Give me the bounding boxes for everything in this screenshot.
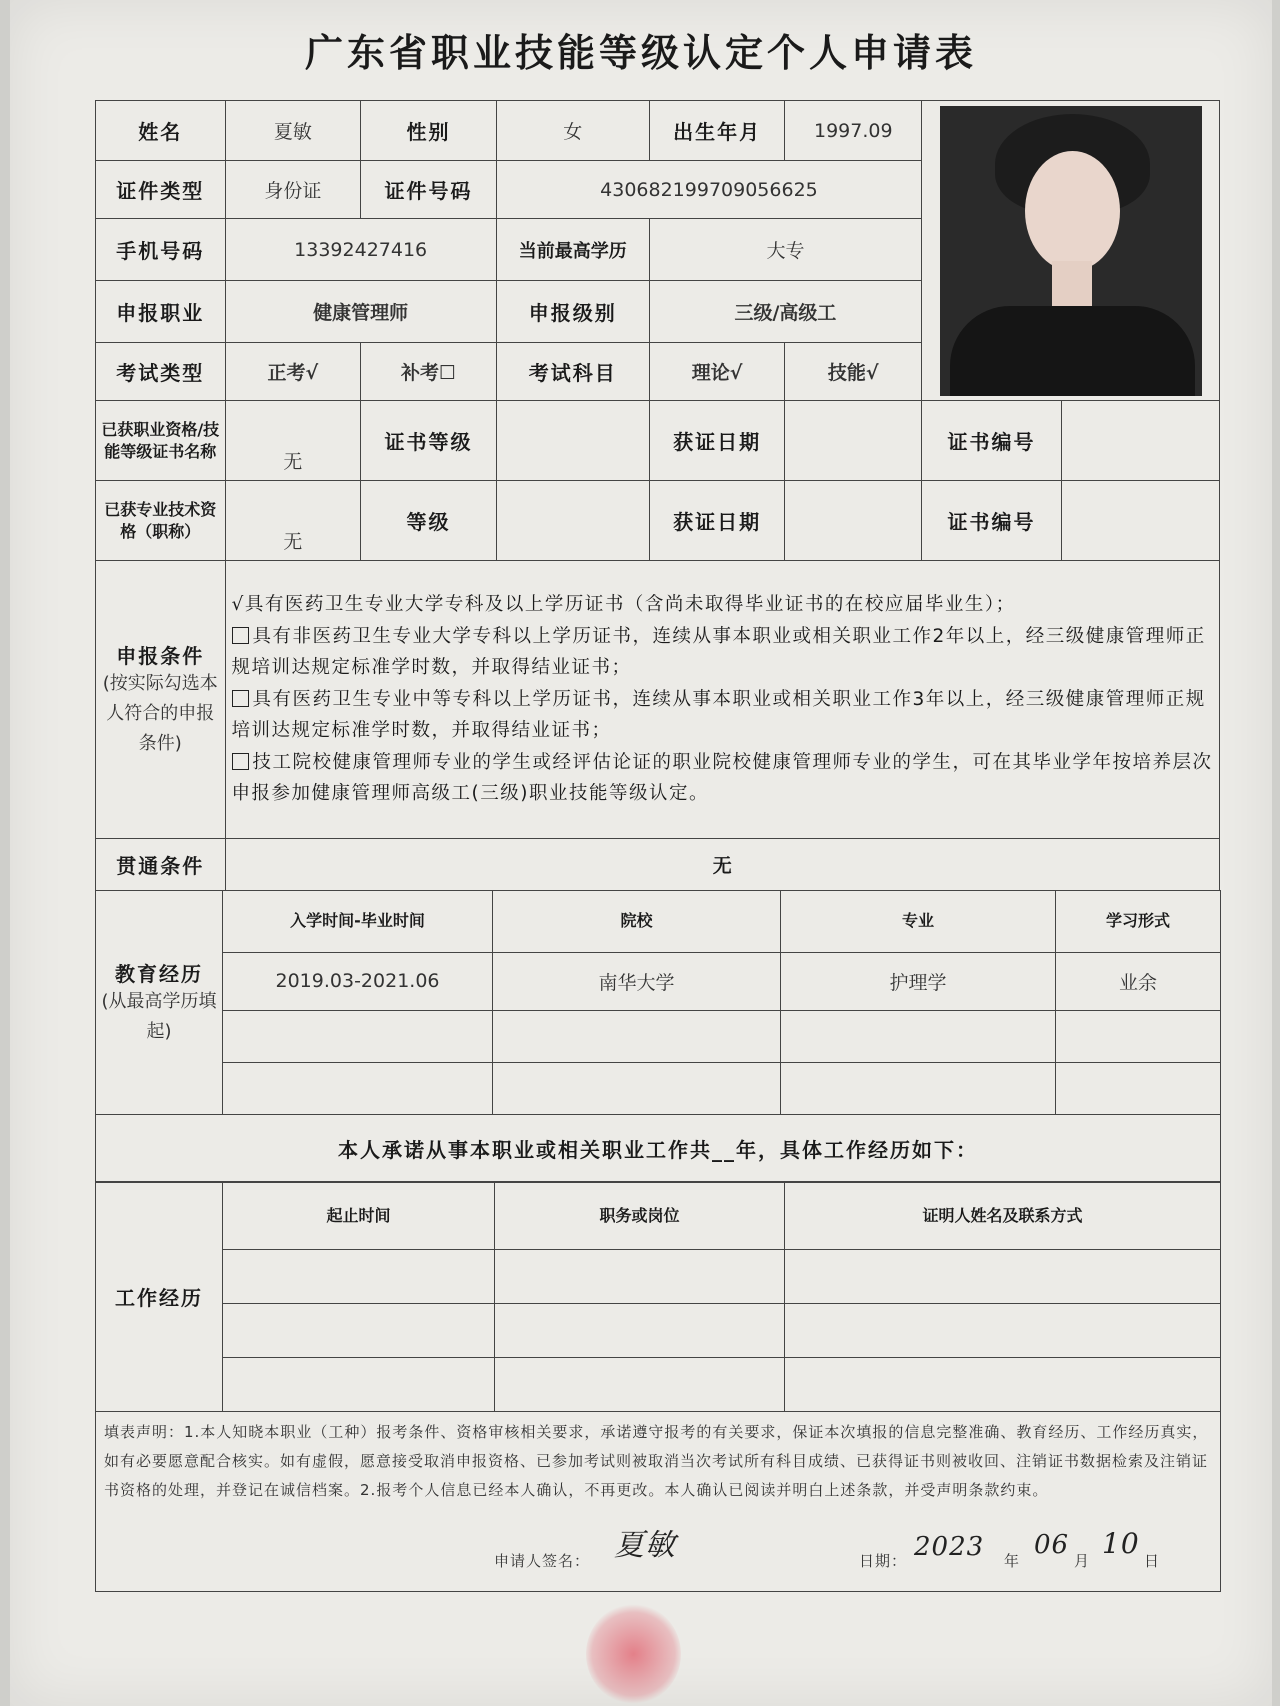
label-phone: 手机号码 <box>96 219 226 281</box>
work-header-period: 起止时间 <box>223 1182 495 1250</box>
value-education: 大专 <box>649 219 921 281</box>
personal-info-table <box>95 100 1220 891</box>
work-table <box>95 1181 1221 1592</box>
month-unit: 月 <box>1074 1552 1091 1570</box>
label-birth: 出生年月 <box>649 101 785 161</box>
label-occupation: 申报职业 <box>96 281 226 343</box>
condition-item: 技工院校健康管理师专业的学生或经评估论证的职业院校健康管理师专业的学生，可在其毕业学年按培养层次申报参加健康管理师高级工(三级)职业技能等级认定。 <box>231 751 1213 805</box>
label-through: 贯通条件 <box>96 839 226 891</box>
year-unit: 年 <box>1004 1552 1021 1570</box>
value-level: 三级/高级工 <box>649 281 921 343</box>
value-phone: 13392427416 <box>225 219 496 281</box>
edu-major: 护理学 <box>781 952 1056 1010</box>
label-tech-level: 等级 <box>361 481 497 561</box>
conditions-note: (按实际勾选本人符合的申报条件) <box>102 673 218 754</box>
value-exam-makeup: 补考☐ <box>361 343 497 401</box>
date-year: 2023 <box>914 1532 985 1562</box>
value-tech-title: 无 <box>225 481 361 561</box>
work-commit-text: 本人承诺从事本职业或相关职业工作共__年，具体工作经历如下： <box>96 1114 1221 1182</box>
edu-header-mode: 学习形式 <box>1056 890 1221 952</box>
label-work-history: 工作经历 <box>96 1182 223 1412</box>
checkbox-icon <box>232 690 249 707</box>
edu-header-school: 院校 <box>493 890 781 952</box>
declaration-cell <box>96 1412 1221 1592</box>
value-id-type: 身份证 <box>225 161 361 219</box>
condition-item: 具有医药卫生专业中等专科以上学历证书，连续从事本职业或相关职业工作3年以上，经三级健康管理师正规培训达规定标准学时数，并取得结业证书； <box>231 688 1206 742</box>
date-month: 06 <box>1034 1530 1070 1560</box>
label-education: 当前最高学历 <box>496 219 649 281</box>
signature-line <box>104 1505 1212 1585</box>
value-id-no: 430682199709056625 <box>496 161 921 219</box>
photo-cell <box>922 101 1220 401</box>
signature-name: 夏敏 <box>614 1528 676 1563</box>
checkbox-icon <box>232 753 249 770</box>
label-cert-no: 证书编号 <box>922 401 1062 481</box>
label-conditions <box>96 561 226 839</box>
value-qual-name: 无 <box>225 401 361 481</box>
label-name: 姓名 <box>96 101 226 161</box>
value-tech-date <box>785 481 922 561</box>
application-form <box>95 100 1220 1592</box>
value-name: 夏敏 <box>225 101 361 161</box>
value-occupation: 健康管理师 <box>225 281 496 343</box>
label-gender: 性别 <box>361 101 497 161</box>
value-cert-date <box>785 401 922 481</box>
value-through: 无 <box>225 839 1219 891</box>
label-id-type: 证件类型 <box>96 161 226 219</box>
edu-header-period: 入学时间-毕业时间 <box>223 890 493 952</box>
label-qual-name: 已获职业资格/技能等级证书名称 <box>96 401 226 481</box>
value-exam-regular: 正考√ <box>225 343 361 401</box>
value-birth: 1997.09 <box>785 101 922 161</box>
label-edu-history: 教育经历 (从最高学历填起) <box>96 890 223 1114</box>
edu-period: 2019.03-2021.06 <box>223 952 493 1010</box>
form-title: 广东省职业技能等级认定个人申请表 <box>304 30 977 75</box>
day-unit: 日 <box>1144 1552 1161 1570</box>
signature-label: 申请人签名： <box>494 1552 591 1570</box>
edu-school: 南华大学 <box>493 952 781 1010</box>
value-cert-level <box>496 401 649 481</box>
edu-header-major: 专业 <box>781 890 1056 952</box>
label-cert-date: 获证日期 <box>649 401 785 481</box>
value-subject-skill: 技能√ <box>785 343 922 401</box>
education-table <box>95 890 1221 1183</box>
checkbox-icon <box>232 627 249 644</box>
label-tech-title: 已获专业技术资格（职称） <box>96 481 226 561</box>
value-subject-theory: 理论√ <box>649 343 785 401</box>
condition-item: 具有非医药卫生专业大学专科以上学历证书，连续从事本职业或相关职业工作2年以上，经三级健康管理师正规培训达规定标准学时数，并取得结业证书； <box>231 625 1206 679</box>
work-header-position: 职务或岗位 <box>495 1182 785 1250</box>
edu-mode: 业余 <box>1056 952 1221 1010</box>
date-label: 日期： <box>859 1552 908 1570</box>
declaration-text: 填表声明：1.本人知晓本职业（工种）报考条件、资格审核相关要求，承诺遵守报考的有关要求，保证本次填报的信息完整准确、教育经历、工作经历真实，如有必要愿意配合核实。如有虚假，愿意接受取消申报资格、已参加考试则被取消当次考试所有科目成绩、已获得证书则被收回、注销证书数据检索及注销证书资格的处理，并登记在诚信档案。2.报考个人信息已经本人确认，不再更改。本人确认已阅读并明白上述条款，并受声明条款约束。 <box>104 1423 1209 1499</box>
label-exam-type: 考试类型 <box>96 343 226 401</box>
date-day: 10 <box>1102 1527 1140 1560</box>
label-level: 申报级别 <box>496 281 649 343</box>
conditions-list <box>225 561 1219 839</box>
label-exam-subject: 考试科目 <box>496 343 649 401</box>
label-id-no: 证件号码 <box>361 161 497 219</box>
fingerprint-stamp <box>586 1604 681 1704</box>
work-header-witness: 证明人姓名及联系方式 <box>785 1182 1221 1250</box>
label-tech-date: 获证日期 <box>649 481 785 561</box>
value-tech-no <box>1061 481 1219 561</box>
conditions-title: 申报条件 <box>116 644 205 668</box>
label-tech-no: 证书编号 <box>922 481 1062 561</box>
value-cert-no <box>1061 401 1219 481</box>
value-tech-level <box>496 481 649 561</box>
applicant-photo <box>940 106 1202 396</box>
value-gender: 女 <box>496 101 649 161</box>
label-cert-level: 证书等级 <box>361 401 497 481</box>
condition-item: √具有医药卫生专业大学专科及以上学历证书（含尚未取得毕业证书的在校应届毕业生）； <box>231 594 1016 616</box>
paper-sheet <box>10 0 1272 1706</box>
